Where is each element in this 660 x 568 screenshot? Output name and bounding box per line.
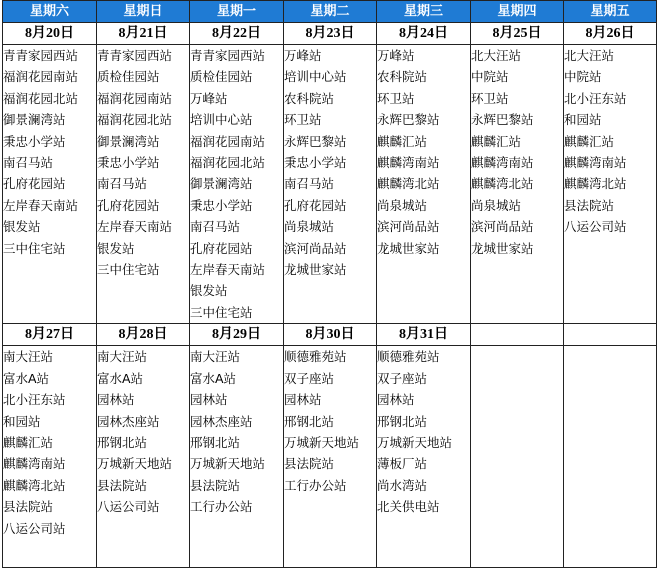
stations-cell [190, 346, 284, 568]
date-cell: 8月25日 [471, 23, 564, 45]
station-name: 滨河尚品站 [284, 240, 347, 256]
station-name: 尚泉城站 [471, 197, 522, 213]
station-name: 福润花园北站 [190, 155, 266, 171]
weekday-header: 星期二 [284, 1, 377, 23]
station-name: 万峰站 [190, 90, 228, 106]
station-name: 邢钢北站 [97, 434, 148, 450]
station-name: 和园站 [564, 112, 602, 128]
station-name: 质检佳园站 [97, 69, 160, 85]
station-name: 顺德雅苑站 [377, 349, 440, 365]
station-name: 麒麟汇站 [564, 133, 615, 149]
station-name: 邢钢北站 [284, 413, 335, 429]
station-name: 秉忠小学站 [284, 155, 347, 171]
week1-date-row [3, 23, 657, 45]
station-name: 麒麟汇站 [3, 434, 54, 450]
station-name: 富水A站 [3, 370, 50, 386]
date-cell: 8月22日 [190, 23, 284, 45]
station-name: 北小汪东站 [564, 90, 627, 106]
station-name: 县法院站 [97, 477, 148, 493]
station-name: 培训中心站 [284, 69, 347, 85]
station-name: 万城新天地站 [284, 434, 360, 450]
station-name: 尚泉城站 [377, 197, 428, 213]
weekday-header: 星期一 [190, 1, 284, 23]
date-cell: 8月31日 [377, 324, 471, 346]
week2-stations-row [3, 346, 657, 568]
station-name: 县法院站 [190, 477, 241, 493]
station-name: 御景澜湾站 [190, 176, 253, 192]
station-name: 三中住宅站 [190, 304, 253, 320]
stations-cell [3, 45, 97, 324]
station-name: 农科院站 [284, 90, 335, 106]
station-name: 县法院站 [564, 197, 615, 213]
station-name: 八运公司站 [3, 520, 66, 536]
station-name: 永辉巴黎站 [377, 112, 440, 128]
stations-cell [377, 45, 471, 324]
station-name: 永辉巴黎站 [284, 133, 347, 149]
station-name: 左岸春天南站 [190, 262, 266, 278]
station-name: 北小汪东站 [3, 392, 66, 408]
station-name: 万城新天地站 [190, 456, 266, 472]
station-name: 福润花园北站 [3, 90, 79, 106]
station-name: 薄板厂站 [377, 456, 428, 472]
station-name: 孔府花园站 [284, 197, 347, 213]
date-cell: 8月23日 [284, 23, 377, 45]
stations-cell [97, 45, 190, 324]
station-name: 秉忠小学站 [3, 133, 66, 149]
station-name: 万峰站 [377, 48, 415, 63]
station-name: 麒麟湾南站 [564, 155, 627, 171]
station-name: 孔府花园站 [97, 197, 160, 213]
station-name: 银发站 [190, 283, 228, 299]
station-name: 南召马站 [97, 176, 148, 192]
date-cell: 8月21日 [97, 23, 190, 45]
station-name: 邢钢北站 [377, 413, 428, 429]
station-name: 北关供电站 [377, 499, 440, 515]
station-name: 八运公司站 [564, 219, 627, 235]
date-cell: 8月27日 [3, 324, 97, 346]
week1-stations-row [3, 45, 657, 324]
station-name: 双子座站 [284, 370, 335, 386]
stations-cell [471, 45, 564, 324]
station-name: 农科院站 [377, 69, 428, 85]
station-name: 麒麟汇站 [377, 133, 428, 149]
date-cell: 8月28日 [97, 324, 190, 346]
date-cell [564, 324, 657, 346]
date-cell: 8月24日 [377, 23, 471, 45]
station-name: 龙城世家站 [471, 240, 534, 256]
station-name: 北大汪站 [564, 48, 615, 63]
station-name: 龙城世家站 [284, 262, 347, 278]
weekday-header: 星期六 [3, 1, 97, 23]
station-name: 尚泉城站 [284, 219, 335, 235]
stations-cell [284, 45, 377, 324]
station-name: 麒麟湾南站 [3, 456, 66, 472]
station-name: 县法院站 [284, 456, 335, 472]
station-name: 福润花园北站 [97, 112, 173, 128]
weekday-header: 星期四 [471, 1, 564, 23]
stations-cell [471, 346, 564, 568]
stations-cell [564, 45, 657, 324]
station-name: 园林站 [284, 392, 322, 408]
station-name: 秉忠小学站 [190, 197, 253, 213]
date-cell [471, 324, 564, 346]
station-name: 八运公司站 [97, 499, 160, 515]
station-name: 邢钢北站 [190, 434, 241, 450]
station-name: 秉忠小学站 [97, 155, 160, 171]
station-name: 滨河尚品站 [377, 219, 440, 235]
station-name: 南召马站 [190, 219, 241, 235]
station-name: 青青家园西站 [3, 48, 79, 63]
station-name: 麒麟湾北站 [377, 176, 440, 192]
station-name: 尚水湾站 [377, 477, 428, 493]
station-name: 双子座站 [377, 370, 428, 386]
station-name: 三中住宅站 [97, 262, 160, 278]
station-name: 福润花园南站 [190, 133, 266, 149]
station-name: 滨河尚品站 [471, 219, 534, 235]
station-name: 富水A站 [190, 370, 237, 386]
station-name: 青青家园西站 [97, 48, 173, 63]
station-name: 福润花园南站 [97, 90, 173, 106]
station-name: 孔府花园站 [3, 176, 66, 192]
schedule-table [2, 0, 657, 568]
station-name: 县法院站 [3, 499, 54, 515]
week2-date-row [3, 324, 657, 346]
station-name: 青青家园西站 [190, 48, 266, 63]
station-name: 左岸春天南站 [97, 219, 173, 235]
station-name: 三中住宅站 [3, 240, 66, 256]
station-name: 环卫站 [471, 90, 509, 106]
station-name: 富水A站 [97, 370, 144, 386]
stations-cell [97, 346, 190, 568]
station-name: 左岸春天南站 [3, 197, 79, 213]
station-name: 福润花园南站 [3, 69, 79, 85]
weekday-header-row [3, 1, 657, 23]
station-name: 园林杰座站 [190, 413, 253, 429]
station-name: 北大汪站 [471, 48, 522, 63]
weekday-header: 星期五 [564, 1, 657, 23]
station-name: 南大汪站 [97, 349, 148, 365]
station-name: 培训中心站 [190, 112, 253, 128]
stations-cell [284, 346, 377, 568]
station-name: 中院站 [471, 69, 509, 85]
station-name: 园林站 [377, 392, 415, 408]
station-name: 麒麟湾南站 [377, 155, 440, 171]
station-name: 麒麟湾北站 [3, 477, 66, 493]
station-name: 工行办公站 [190, 499, 253, 515]
station-name: 龙城世家站 [377, 240, 440, 256]
station-name: 顺德雅苑站 [284, 349, 347, 365]
station-name: 园林杰座站 [97, 413, 160, 429]
station-name: 和园站 [3, 413, 41, 429]
station-name: 南召马站 [284, 176, 335, 192]
station-name: 南大汪站 [190, 349, 241, 365]
station-name: 万城新天地站 [377, 434, 453, 450]
station-name: 园林站 [97, 392, 135, 408]
station-name: 环卫站 [284, 112, 322, 128]
station-name: 万城新天地站 [97, 456, 173, 472]
station-name: 麒麟汇站 [471, 133, 522, 149]
station-name: 御景澜湾站 [3, 112, 66, 128]
station-name: 南大汪站 [3, 349, 54, 365]
station-name: 质检佳园站 [190, 69, 253, 85]
stations-cell [377, 346, 471, 568]
station-name: 环卫站 [377, 90, 415, 106]
station-name: 麒麟湾北站 [471, 176, 534, 192]
stations-cell [190, 45, 284, 324]
station-name: 中院站 [564, 69, 602, 85]
station-name: 银发站 [97, 240, 135, 256]
station-name: 园林站 [190, 392, 228, 408]
station-name: 工行办公站 [284, 477, 347, 493]
station-name: 麒麟湾北站 [564, 176, 627, 192]
weekday-header: 星期三 [377, 1, 471, 23]
station-name: 南召马站 [3, 155, 54, 171]
date-cell: 8月20日 [3, 23, 97, 45]
station-name: 麒麟湾南站 [471, 155, 534, 171]
station-name: 万峰站 [284, 48, 322, 63]
stations-cell [3, 346, 97, 568]
date-cell: 8月26日 [564, 23, 657, 45]
station-name: 孔府花园站 [190, 240, 253, 256]
station-name: 御景澜湾站 [97, 133, 160, 149]
station-name: 银发站 [3, 219, 41, 235]
weekday-header: 星期日 [97, 1, 190, 23]
station-name: 永辉巴黎站 [471, 112, 534, 128]
date-cell: 8月30日 [284, 324, 377, 346]
stations-cell [564, 346, 657, 568]
date-cell: 8月29日 [190, 324, 284, 346]
